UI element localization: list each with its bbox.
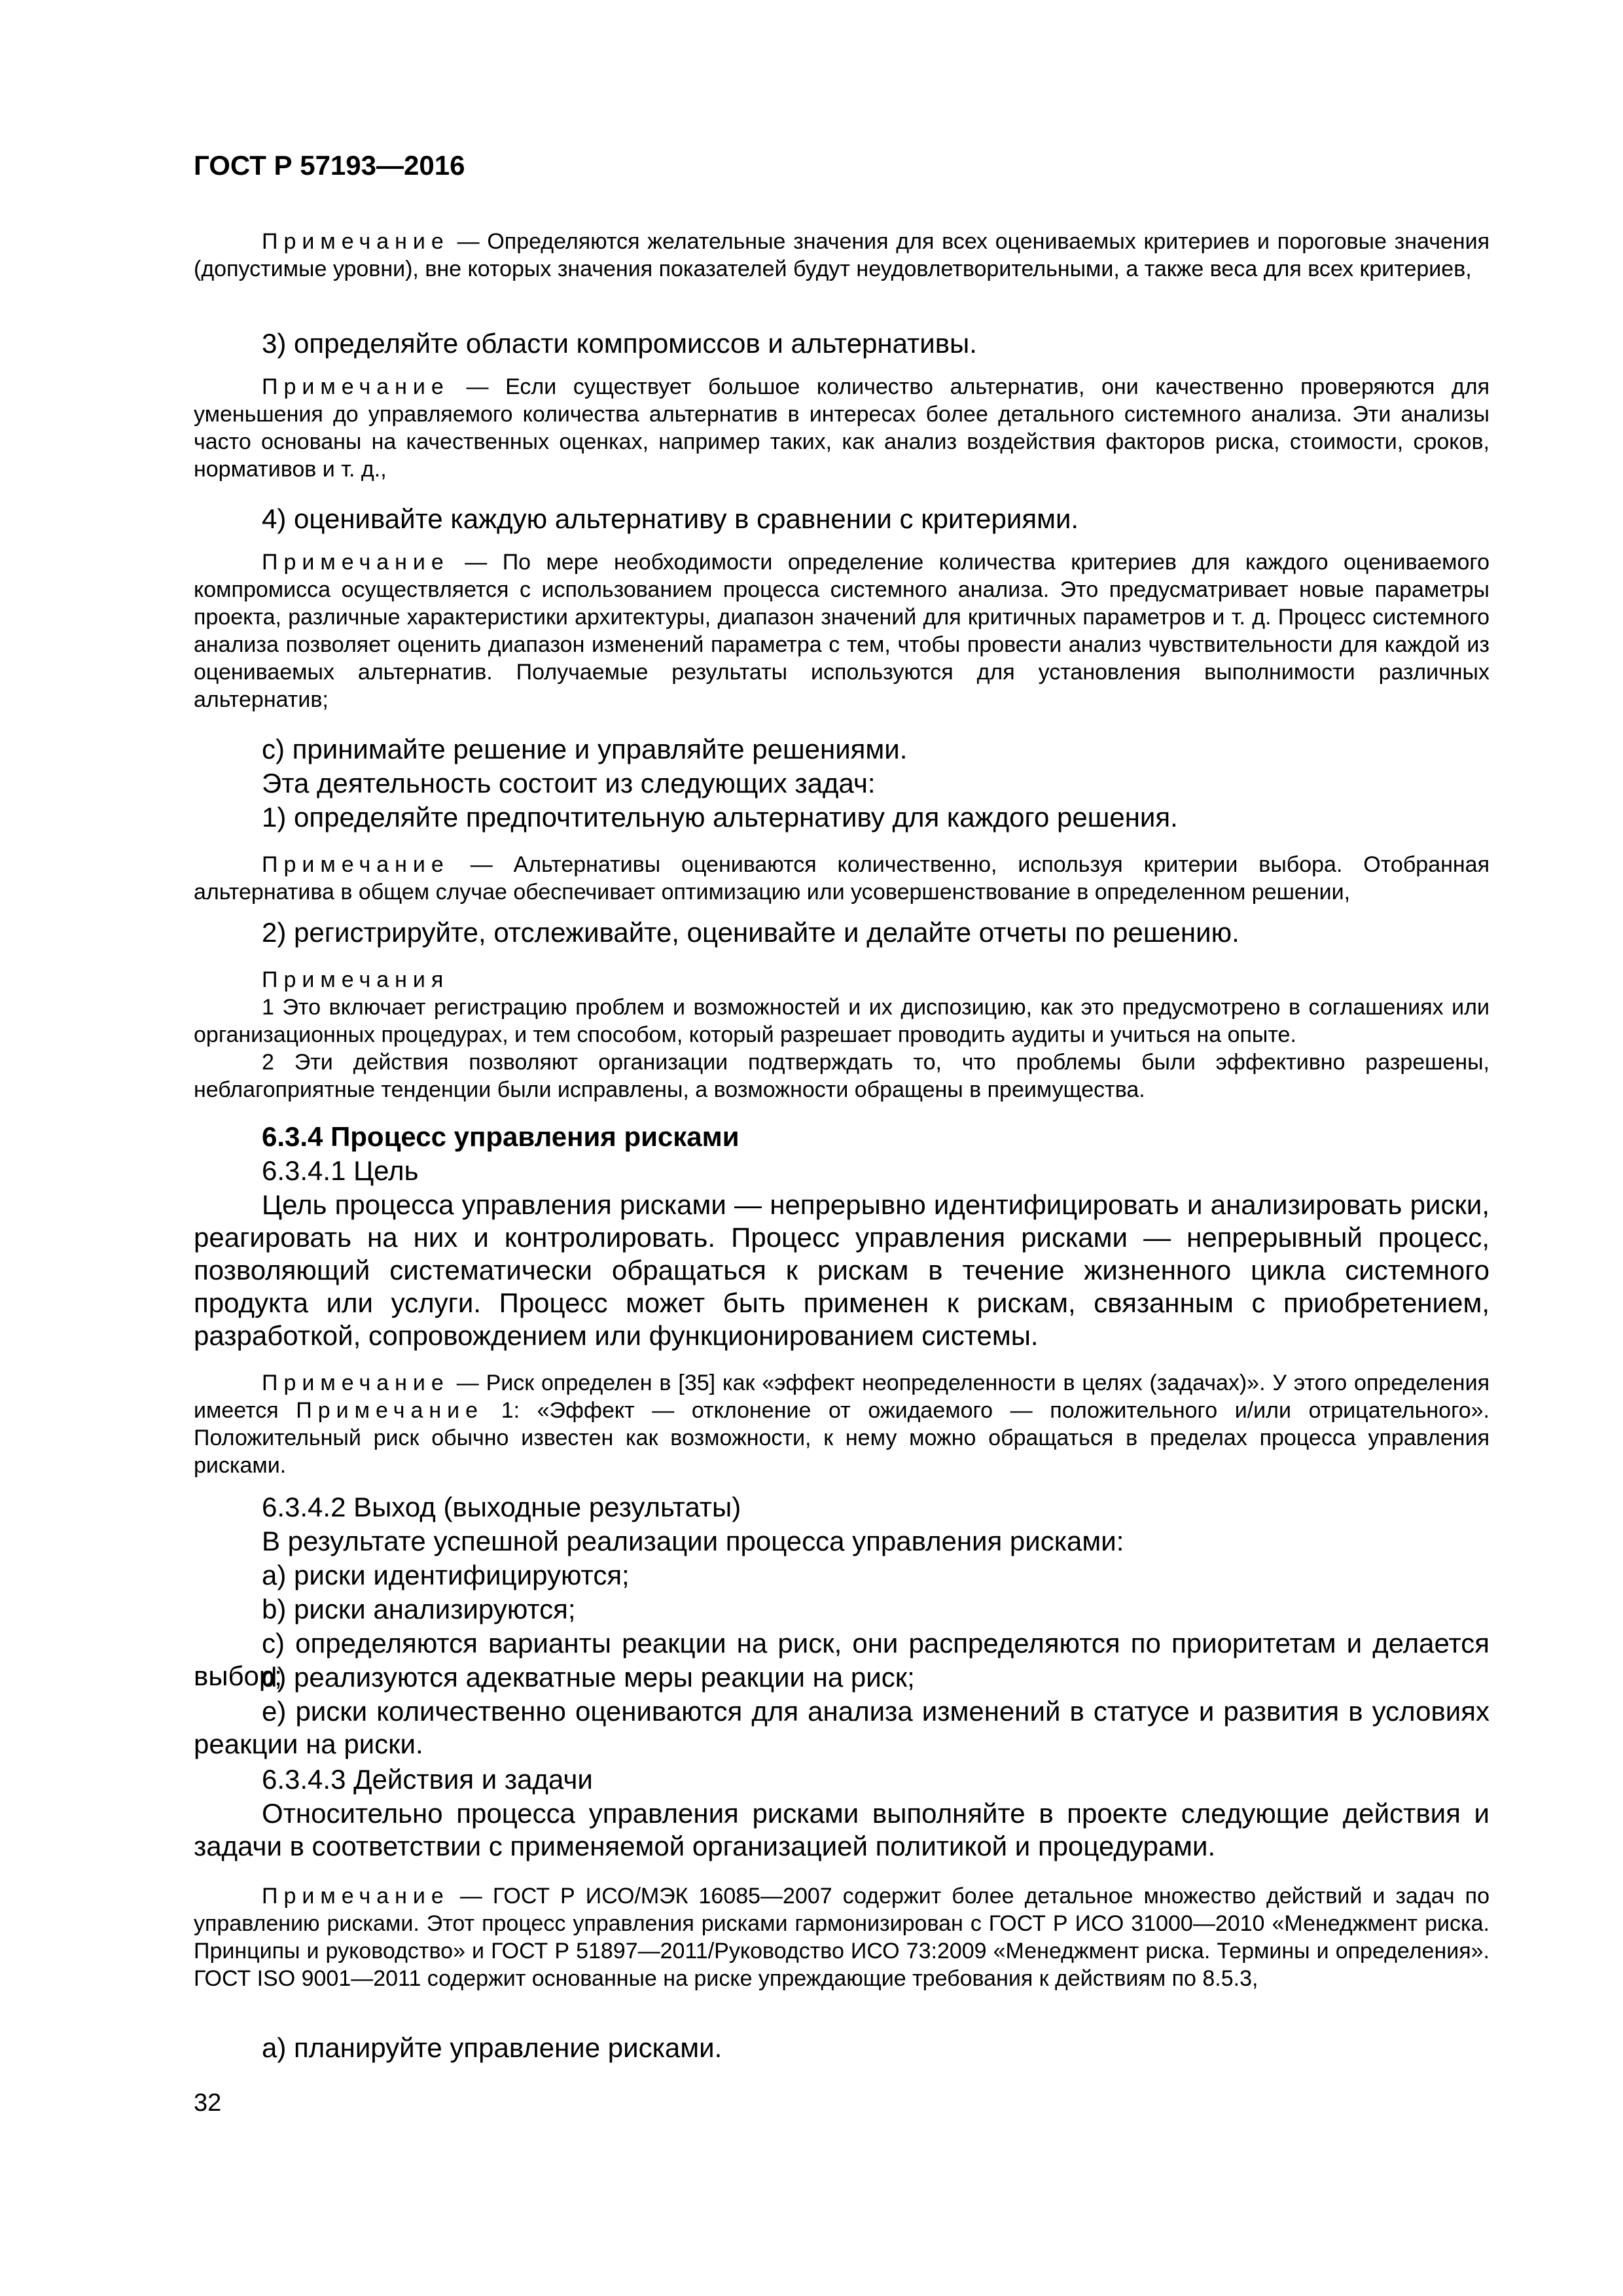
list-item: 4) оценивайте каждую альтернативу в сравнении с критериями. [262, 503, 1079, 534]
output-item: c) определяются варианты реакции на риск, они распределяются по приоритетам и делается выбор; [194, 1628, 1489, 1691]
note-alternatives [194, 373, 1489, 483]
outputs-intro: В результате успешной реализации процесса управления рисками: [262, 1526, 1124, 1556]
section-heading: 6.3.4 Процесс управления рисками [262, 1121, 740, 1152]
output-item: b) риски анализируются; [262, 1594, 576, 1624]
note-label: Примечание [262, 229, 450, 254]
document-id-header: ГОСТ Р 57193—2016 [194, 150, 465, 181]
note-selection [194, 851, 1489, 906]
note-compromise [194, 548, 1489, 713]
subsection-heading: 6.3.4.2 Выход (выходные результаты) [262, 1492, 741, 1522]
output-item: e) риски количественно оцениваются для анализа изменений в статусе и развития в условиях реакции на риски. [194, 1696, 1489, 1759]
note-text: — По мере необходимости определение количества критериев для каждого оцениваемого компромисса осуществляется с использованием процесса системного анализа. Это предусматривает новые параметры проекта, различные характеристики архитектуры, диапазон значений для критичных параметров и т. д. Процесс системного анализа позволяет оценить диапазон изменений параметра с тем, чтобы провести анализ чувствительности для каждой из оцениваемых альтернатив. Получаемые результаты используются для установления выполнимости различных альтернатив; [194, 550, 1489, 712]
note-list-item: 2 Эти действия позволяют организации подтверждать то, что проблемы были эффективно разрешены, неблагоприятные тенденции были исправлены, а возможности обращены в преимущества. [194, 1050, 1489, 1102]
list-item: 2) регистрируйте, отслеживайте, оценивайте и делайте отчеты по решению. [262, 917, 1240, 948]
note-criteria [194, 228, 1489, 283]
subsection-heading: 6.3.4.1 Цель [262, 1155, 419, 1186]
page-number: 32 [194, 2089, 222, 2117]
note-label: Примечание [262, 550, 450, 575]
section-c-item: с) принимайте решение и управляйте решениями. [262, 734, 908, 764]
note-risk-definition: Примечание — Риск определен в [35] как «эффект неопределенности в целях (задачах)». У этого определения имеется Примечание 1: «Эффект — отклонение от ожидаемого — положительного и/или отрицательного». Положительный риск обычно известен как возможности, к нему можно обращаться в пределах процесса управления рисками. [194, 1371, 1489, 1478]
notes-heading: Примечания [262, 967, 450, 992]
list-item: 3) определяйте области компромиссов и альтернативы. [262, 328, 977, 359]
output-item: a) риски идентифицируются; [262, 1560, 630, 1590]
note-standards [194, 1882, 1489, 1992]
note-label: Примечание [262, 1371, 450, 1395]
actions-intro: Относительно процесса управления рисками выполняйте в проекте следующие действия и задачи в соответствии с применяемой организацией политикой и процедурами. [194, 1798, 1489, 1861]
note-text: — ГОСТ Р ИСО/МЭК 16085—2007 содержит более детальное множество действий и задач по управлению рисками. Этот процесс управления рисками гармонизирован с ГОСТ Р ИСО 31000—2010 «Менеджмент риска. Принципы и руководство» и ГОСТ Р 51897—2011/Руководство ИСО 73:2009 «Менеджмент риска. Термины и определения». ГОСТ ISO 9001—2011 содержит основанные на риске упреждающие требования к действиям по 8.5.3, [194, 1884, 1490, 1991]
note-text: — Альтернативы оцениваются количественно, используя критерии выбора. Отобранная альтернатива в общем случае обеспечивает оптимизацию или усовершенствование в определенном решении, [194, 852, 1489, 905]
list-item: a) планируйте управление рисками. [262, 2032, 722, 2063]
note-label: Примечание [262, 852, 450, 877]
note-text: — Если существует большое количество альтернатив, они качественно проверяются для уменьшения до управляемого количества альтернатив в интересах более детального системного анализа. Эти анализы часто основаны на качественных оценках, например таких, как анализ воздействия факторов риска, стоимости, сроков, нормативов и т. д., [194, 374, 1489, 482]
note-list-item: 1 Это включает регистрацию проблем и возможностей и их диспозицию, как это предусмотрено в соглашениях или организационных процедурах, и тем способом, который разрешает проводить аудиты и учиться на опыте. [194, 995, 1489, 1047]
note-label: Примечание [262, 1884, 450, 1909]
note-text: — Определяются желательные значения для всех оцениваемых критериев и пороговые значения (допустимые уровни), вне которых значения показателей будут неудовлетворительными, а также веса для всех критериев, [194, 229, 1489, 281]
output-item: d) реализуются адекватные меры реакции на риск; [262, 1662, 915, 1693]
note-label: Примечание [262, 374, 450, 399]
purpose-paragraph: Цель процесса управления рисками — непрерывно идентифицировать и анализировать риски, реагировать на них и контролировать. Процесс управления рисками — непрерывный процесс, позволяющий систематически обращаться к рискам в течение жизненного цикла системного продукта или услуги. Процесс может быть применен к рискам, связанным с приобретением, разработкой, сопровождением или функционированием системы. [194, 1189, 1489, 1351]
subsection-heading: 6.3.4.3 Действия и задачи [262, 1764, 593, 1795]
list-item: 1) определяйте предпочтительную альтернативу для каждого решения. [262, 802, 1178, 833]
section-c-intro: Эта деятельность состоит из следующих задач: [262, 768, 876, 798]
